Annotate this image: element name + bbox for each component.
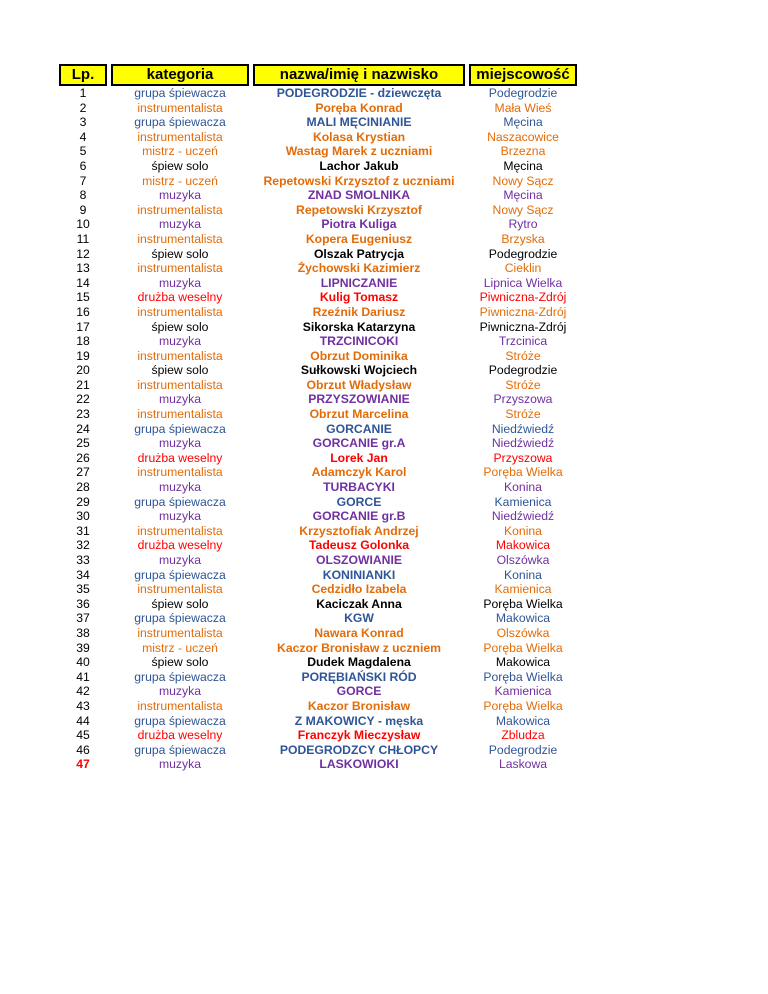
- row-nazwa: Kaczor Bronisław: [307, 698, 411, 713]
- table-row: [60, 115, 576, 130]
- row-miejscowosc: Podegrodzie: [488, 742, 558, 757]
- table-row: [60, 349, 576, 364]
- row-miejscowosc: Przyszowa: [493, 392, 553, 407]
- row-miejscowosc: Niedźwiedź: [491, 436, 555, 451]
- row-kategoria: grupa śpiewacza: [134, 86, 226, 100]
- row-nazwa: Franczyk Mieczysław: [297, 728, 421, 743]
- table-row: [60, 743, 576, 758]
- row-miejscowosc: Nowy Sącz: [492, 202, 554, 217]
- row-kategoria: muzyka: [159, 392, 201, 407]
- row-miejscowosc: Nowy Sącz: [492, 173, 554, 188]
- table-row: [60, 611, 576, 626]
- row-miejscowosc: Męcina: [503, 158, 543, 173]
- row-nazwa: KGW: [344, 611, 374, 626]
- table-row: [60, 626, 576, 641]
- row-kategoria: śpiew solo: [151, 319, 209, 334]
- row-miejscowosc: Laskowa: [498, 757, 548, 772]
- row-lp: 36: [76, 596, 90, 611]
- row-miejscowosc: Kamienica: [494, 684, 552, 699]
- row-nazwa: Repetowski Krzysztof: [296, 202, 422, 217]
- row-nazwa: TURBACYKI: [323, 480, 395, 495]
- table-row: [60, 684, 576, 699]
- participants-table: [59, 64, 577, 772]
- table-row: [60, 159, 576, 174]
- row-lp: 29: [76, 494, 90, 509]
- row-kategoria: muzyka: [159, 480, 201, 495]
- table-row: [60, 480, 576, 495]
- row-lp: 6: [79, 158, 87, 173]
- row-nazwa: Kaczor Bronisław z uczniem: [277, 640, 441, 655]
- table-row: [60, 524, 576, 539]
- row-miejscowosc: Mała Wieś: [494, 100, 552, 115]
- row-lp: 8: [79, 188, 87, 203]
- table-row: [60, 232, 576, 247]
- row-miejscowosc: Męcina: [503, 188, 543, 203]
- row-lp: 43: [76, 698, 90, 713]
- row-nazwa: Sułkowski Wojciech: [300, 363, 418, 378]
- table-row: [60, 538, 576, 553]
- row-nazwa: ZNAD SMOLNIKA: [307, 188, 411, 203]
- row-kategoria: mistrz - uczeń: [142, 640, 218, 655]
- row-lp: 25: [76, 436, 90, 451]
- row-kategoria: muzyka: [159, 188, 201, 203]
- table-body: [60, 85, 576, 772]
- row-lp: 34: [76, 567, 90, 582]
- row-nazwa: Obrzut Marcelina: [309, 407, 409, 422]
- row-kategoria: śpiew solo: [151, 596, 209, 611]
- row-lp: 3: [79, 115, 87, 130]
- table-row: [60, 495, 576, 510]
- table-row: [60, 334, 576, 349]
- row-lp: 41: [76, 669, 90, 684]
- row-miejscowosc: Kamienica: [494, 494, 552, 509]
- row-kategoria: instrumentalista: [137, 377, 223, 392]
- row-kategoria: śpiew solo: [151, 655, 209, 670]
- row-nazwa: Kulig Tomasz: [319, 290, 399, 305]
- row-kategoria: drużba weselny: [137, 538, 223, 553]
- table-row: [60, 217, 576, 232]
- row-lp: 17: [76, 319, 90, 334]
- table-row: [60, 378, 576, 393]
- table-row: [60, 597, 576, 612]
- row-kategoria: instrumentalista: [137, 304, 223, 319]
- row-nazwa: Rzeźnik Dariusz: [312, 304, 406, 319]
- row-miejscowosc: Stróże: [505, 348, 541, 363]
- table-row: [60, 422, 576, 437]
- row-kategoria: drużba weselny: [137, 290, 223, 305]
- row-lp: 2: [79, 100, 87, 115]
- row-kategoria: muzyka: [159, 217, 201, 232]
- row-nazwa: Wastag Marek z uczniami: [285, 144, 433, 159]
- row-nazwa: Olszak Patrycja: [313, 246, 405, 261]
- row-nazwa: GORCANIE: [326, 421, 392, 436]
- row-miejscowosc: Piwniczna-Zdrój: [479, 319, 567, 334]
- row-lp: 14: [76, 275, 90, 290]
- row-kategoria: muzyka: [159, 684, 201, 699]
- row-nazwa: Obrzut Władysław: [306, 377, 412, 392]
- row-nazwa: Żychowski Kazimierz: [297, 261, 421, 276]
- row-kategoria: mistrz - uczeń: [142, 144, 218, 159]
- row-nazwa: Poręba Konrad: [315, 100, 403, 115]
- row-nazwa: Lorek Jan: [330, 450, 388, 465]
- row-lp: 28: [76, 480, 90, 495]
- row-lp: 9: [79, 202, 87, 217]
- table-row: [60, 436, 576, 451]
- table-row: [60, 130, 576, 145]
- table-row: [60, 363, 576, 378]
- row-miejscowosc: Makowica: [495, 611, 551, 626]
- row-miejscowosc: Poręba Wielka: [483, 465, 563, 480]
- row-lp: 23: [76, 407, 90, 422]
- table-row: [60, 188, 576, 203]
- table-row: [60, 757, 576, 772]
- table-row: [60, 290, 576, 305]
- row-lp: 39: [76, 640, 90, 655]
- row-lp: 16: [76, 304, 90, 319]
- row-lp: 22: [76, 392, 90, 407]
- row-lp: 40: [76, 655, 90, 670]
- row-kategoria: muzyka: [159, 334, 201, 349]
- row-kategoria: instrumentalista: [137, 582, 223, 597]
- row-kategoria: grupa śpiewacza: [134, 611, 226, 626]
- row-miejscowosc: Piwniczna-Zdrój: [479, 304, 567, 319]
- row-lp: 37: [76, 611, 90, 626]
- row-miejscowosc: Stróże: [505, 407, 541, 422]
- row-lp: 1: [79, 86, 87, 100]
- row-lp: 10: [76, 217, 90, 232]
- table-row: [60, 276, 576, 291]
- row-nazwa: PODEGRODZIE - dziewczęta: [276, 86, 442, 100]
- row-kategoria: śpiew solo: [151, 158, 209, 173]
- row-lp: 13: [76, 261, 90, 276]
- row-nazwa: Nawara Konrad: [314, 625, 404, 640]
- row-nazwa: LIPNICZANIE: [320, 275, 398, 290]
- row-miejscowosc: Makowica: [495, 538, 551, 553]
- row-lp: 31: [76, 523, 90, 538]
- table-row: [60, 699, 576, 714]
- table-row: [60, 655, 576, 670]
- row-lp: 15: [76, 290, 90, 305]
- row-nazwa: LASKOWIOKI: [319, 757, 399, 772]
- row-kategoria: instrumentalista: [137, 129, 223, 144]
- table-row: [60, 247, 576, 262]
- row-miejscowosc: Konina: [504, 567, 542, 582]
- row-lp: 18: [76, 334, 90, 349]
- row-miejscowosc: Poręba Wielka: [483, 596, 563, 611]
- header-row: [60, 65, 576, 85]
- header-miejscowosc: miejscowość: [470, 65, 576, 85]
- row-miejscowosc: Piwniczna-Zdrój: [479, 290, 567, 305]
- table-row: [60, 509, 576, 524]
- row-miejscowosc: Męcina: [503, 115, 543, 130]
- row-lp: 38: [76, 625, 90, 640]
- row-nazwa: KONINIANKI: [322, 567, 396, 582]
- row-lp: 27: [76, 465, 90, 480]
- row-miejscowosc: Brzyska: [501, 231, 545, 246]
- row-kategoria: grupa śpiewacza: [134, 742, 226, 757]
- row-miejscowosc: Olszówka: [496, 553, 550, 567]
- table-row: [60, 85, 576, 101]
- row-miejscowosc: Trzcinica: [498, 334, 548, 349]
- row-miejscowosc: Niedźwiedź: [491, 509, 555, 524]
- row-nazwa: Dudek Magdalena: [307, 655, 411, 670]
- row-kategoria: muzyka: [159, 436, 201, 451]
- row-nazwa: TRZCINICOKI: [319, 334, 399, 349]
- row-nazwa: Kaciczak Anna: [316, 596, 402, 611]
- table-row: [60, 305, 576, 320]
- row-nazwa: OLSZOWIANIE: [316, 553, 402, 567]
- row-lp: 45: [76, 728, 90, 743]
- table-row: [60, 261, 576, 276]
- row-lp: 26: [76, 450, 90, 465]
- row-lp: 30: [76, 509, 90, 524]
- row-miejscowosc: Cieklin: [504, 261, 542, 276]
- row-miejscowosc: Niedźwiedź: [491, 421, 555, 436]
- row-lp: 12: [76, 246, 90, 261]
- row-nazwa: PODEGRODZCY CHŁOPCY: [279, 742, 439, 757]
- row-kategoria: instrumentalista: [137, 407, 223, 422]
- row-lp: 46: [76, 742, 90, 757]
- table-row: [60, 320, 576, 335]
- table-row: [60, 568, 576, 583]
- row-lp: 42: [76, 684, 90, 699]
- row-kategoria: instrumentalista: [137, 348, 223, 363]
- row-kategoria: instrumentalista: [137, 261, 223, 276]
- row-kategoria: drużba weselny: [137, 450, 223, 465]
- row-miejscowosc: Podegrodzie: [488, 86, 558, 100]
- row-nazwa: Repetowski Krzysztof z uczniami: [263, 173, 455, 188]
- row-lp: 7: [79, 173, 87, 188]
- row-kategoria: instrumentalista: [137, 625, 223, 640]
- header-lp: Lp.: [60, 65, 106, 85]
- row-miejscowosc: Olszówka: [496, 625, 550, 640]
- row-nazwa: GORCE: [336, 684, 382, 699]
- row-miejscowosc: Konina: [504, 480, 542, 495]
- row-kategoria: grupa śpiewacza: [134, 713, 226, 728]
- row-kategoria: grupa śpiewacza: [134, 494, 226, 509]
- table-row: [60, 714, 576, 729]
- row-nazwa: Krzysztofiak Andrzej: [299, 523, 419, 538]
- table-row: [60, 582, 576, 597]
- row-nazwa: Adamczyk Karol: [311, 465, 407, 480]
- row-lp: 5: [79, 144, 87, 159]
- row-nazwa: Tadeusz Golonka: [309, 538, 409, 553]
- row-nazwa: Z MAKOWICY - męska: [294, 713, 424, 728]
- row-nazwa: MALI MĘCINIANIE: [306, 115, 412, 130]
- row-kategoria: śpiew solo: [151, 246, 209, 261]
- row-lp: 20: [76, 363, 90, 378]
- table-row: [60, 670, 576, 685]
- table-row: [60, 203, 576, 218]
- row-nazwa: GORCANIE gr.A: [312, 436, 406, 451]
- table-row: [60, 641, 576, 656]
- row-miejscowosc: Podegrodzie: [488, 363, 558, 378]
- row-nazwa: PRZYSZOWIANIE: [308, 392, 410, 407]
- row-kategoria: muzyka: [159, 757, 201, 772]
- row-kategoria: drużba weselny: [137, 728, 223, 743]
- row-miejscowosc: Poręba Wielka: [483, 698, 563, 713]
- row-lp: 35: [76, 582, 90, 597]
- row-lp: 19: [76, 348, 90, 363]
- row-miejscowosc: Makowica: [495, 655, 551, 670]
- row-nazwa: Lachor Jakub: [319, 158, 399, 173]
- row-miejscowosc: Poręba Wielka: [483, 669, 563, 684]
- row-lp: 11: [76, 231, 90, 246]
- row-kategoria: instrumentalista: [137, 231, 223, 246]
- row-miejscowosc: Zbludza: [501, 728, 545, 743]
- table-row: [60, 728, 576, 743]
- header-kategoria: kategoria: [112, 65, 248, 85]
- row-kategoria: muzyka: [159, 275, 201, 290]
- row-lp: 47: [76, 757, 90, 772]
- row-lp: 24: [76, 421, 90, 436]
- table-row: [60, 465, 576, 480]
- table-row: [60, 174, 576, 189]
- row-miejscowosc: Kamienica: [494, 582, 552, 597]
- row-nazwa: Kolasa Krystian: [312, 129, 406, 144]
- row-lp: 21: [76, 377, 90, 392]
- row-kategoria: grupa śpiewacza: [134, 421, 226, 436]
- table-row: [60, 392, 576, 407]
- row-lp: 44: [76, 713, 90, 728]
- row-nazwa: GORCANIE gr.B: [312, 509, 406, 524]
- row-kategoria: muzyka: [159, 553, 201, 567]
- row-lp: 32: [76, 538, 90, 553]
- row-nazwa: Piotra Kuliga: [321, 217, 397, 232]
- row-miejscowosc: Poręba Wielka: [483, 640, 563, 655]
- row-kategoria: instrumentalista: [137, 465, 223, 480]
- row-miejscowosc: Brzezna: [500, 144, 546, 159]
- row-kategoria: instrumentalista: [137, 100, 223, 115]
- row-kategoria: mistrz - uczeń: [142, 173, 218, 188]
- row-kategoria: grupa śpiewacza: [134, 567, 226, 582]
- row-kategoria: instrumentalista: [137, 202, 223, 217]
- row-kategoria: śpiew solo: [151, 363, 209, 378]
- row-kategoria: grupa śpiewacza: [134, 115, 226, 130]
- row-miejscowosc: Podegrodzie: [488, 246, 558, 261]
- row-miejscowosc: Lipnica Wielka: [483, 275, 563, 290]
- row-nazwa: Kopera Eugeniusz: [305, 231, 413, 246]
- row-nazwa: PORĘBIAŃSKI RÓD: [301, 669, 417, 684]
- row-kategoria: grupa śpiewacza: [134, 669, 226, 684]
- row-lp: 33: [76, 553, 90, 567]
- table-row: [60, 407, 576, 422]
- row-miejscowosc: Rytro: [508, 217, 538, 232]
- table-row: [60, 101, 576, 116]
- row-miejscowosc: Naszacowice: [487, 129, 559, 144]
- row-nazwa: Obrzut Dominika: [310, 348, 408, 363]
- table-row: [60, 553, 576, 568]
- row-kategoria: muzyka: [159, 509, 201, 524]
- row-miejscowosc: Stróże: [505, 377, 541, 392]
- row-miejscowosc: Makowica: [495, 713, 551, 728]
- row-miejscowosc: Przyszowa: [493, 450, 553, 465]
- table-row: [60, 451, 576, 466]
- row-miejscowosc: Konina: [504, 523, 542, 538]
- row-lp: 4: [79, 129, 87, 144]
- row-nazwa: GORCE: [336, 494, 382, 509]
- row-kategoria: instrumentalista: [137, 523, 223, 538]
- table-row: [60, 144, 576, 159]
- row-kategoria: instrumentalista: [137, 698, 223, 713]
- header-nazwa: nazwa/imię i nazwisko: [254, 65, 464, 85]
- row-nazwa: Cedzidło Izabela: [311, 582, 407, 597]
- row-nazwa: Sikorska Katarzyna: [302, 319, 416, 334]
